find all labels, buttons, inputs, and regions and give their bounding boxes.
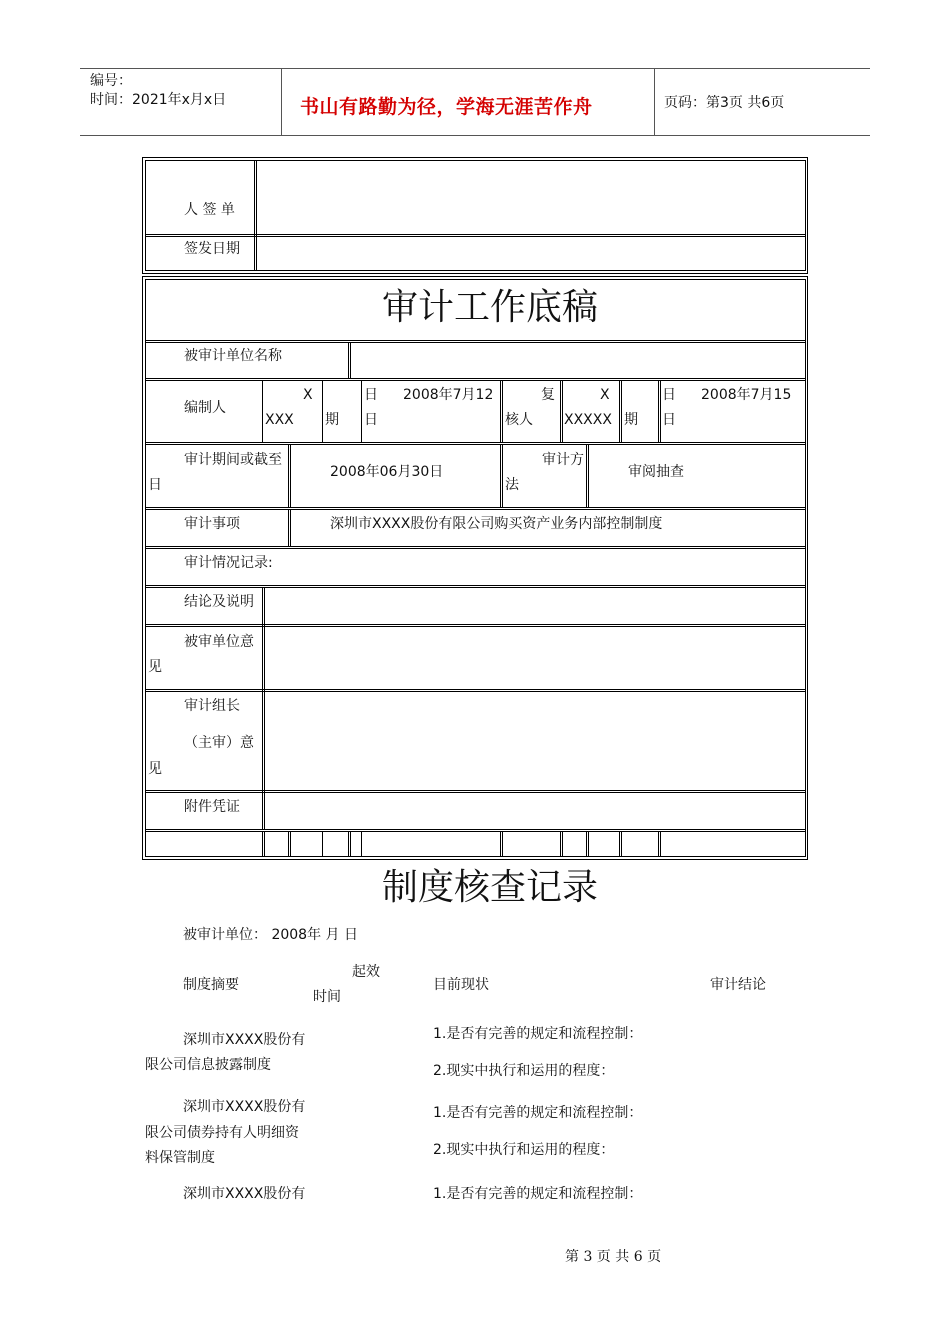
- preparer-x: X: [303, 387, 313, 403]
- col-conclusion-header: 审计结论: [710, 977, 766, 993]
- status-question-2: 2.现实中执行和运用的程度：: [433, 1142, 615, 1158]
- reviewer-x: X: [600, 387, 610, 403]
- audit-item-label: 审计事项: [184, 516, 240, 532]
- system-name: 深圳市XXXX股份有: [183, 1186, 306, 1202]
- audit-period-label-2: 日: [148, 477, 162, 493]
- audit-period-label: 审计期间或截至: [184, 452, 282, 468]
- system-name: 深圳市XXXX股份有: [183, 1099, 306, 1115]
- leader-opinion-label: 审计组长: [184, 698, 240, 714]
- prep-date-qi: 期: [325, 412, 339, 428]
- system-name-line-2: 限公司债券持有人明细资: [145, 1125, 299, 1141]
- reviewer-label: 核人: [505, 412, 533, 428]
- header-motto: 书山有路勤为径，学海无涯苦作舟: [300, 96, 593, 118]
- preparer-name: XXX: [265, 412, 294, 428]
- auditee-name-label: 被审计单位名称: [184, 348, 282, 364]
- system-name-line-3: 料保管制度: [145, 1150, 215, 1166]
- review-date-qi: 期: [624, 412, 638, 428]
- review-date: 2008年7月15: [701, 387, 792, 403]
- prep-date-ri-label: 日: [364, 387, 378, 403]
- status-question-2: 2.现实中执行和运用的程度：: [433, 1063, 615, 1079]
- working-paper-title: 审计工作底稿: [382, 287, 599, 328]
- issue-date-label: 签发日期: [184, 241, 240, 257]
- audit-item-value: 深圳市XXXX股份有限公司购买资产业务内部控制制度: [330, 516, 663, 532]
- page-footer: 第 3 页 共 6 页: [565, 1249, 662, 1265]
- review-date-ri: 日: [662, 412, 676, 428]
- system-name: 深圳市XXXX股份有: [183, 1032, 306, 1048]
- audit-method-value: 审阅抽查: [628, 464, 684, 480]
- signer-label: 人 签 单: [184, 202, 235, 218]
- col-summary-header: 制度摘要: [183, 977, 239, 993]
- auditee-opinion-label-2: 见: [148, 659, 162, 675]
- system-name-line-2: 限公司信息披露制度: [145, 1057, 271, 1073]
- system-check-title: 制度核查记录: [382, 867, 599, 908]
- reviewer-fu: 复: [541, 387, 555, 403]
- auditee-opinion-label: 被审单位意: [184, 634, 254, 650]
- reviewer-name: XXXXX: [564, 412, 612, 428]
- prep-date-ri: 日: [364, 412, 378, 428]
- col-effective-header-2: 时间: [313, 989, 341, 1005]
- auditee-date-line: 被审计单位： 2008年 月 日: [183, 927, 358, 943]
- document-number-label: 编号：: [90, 73, 132, 89]
- preparer-label: 编制人: [184, 400, 226, 416]
- status-question-1: 1.是否有完善的规定和流程控制：: [433, 1026, 643, 1042]
- document-time: 时间：2021年x月x日: [90, 92, 227, 108]
- col-status-header: 目前现状: [433, 977, 489, 993]
- conclusion-label: 结论及说明: [184, 594, 254, 610]
- audit-period-value: 2008年06月30日: [330, 464, 444, 480]
- audit-method-label-2: 法: [505, 477, 519, 493]
- audit-record-label: 审计情况记录:: [184, 555, 273, 571]
- col-effective-header: 起效: [352, 964, 380, 980]
- leader-opinion-label-3: 见: [148, 761, 162, 777]
- status-question-1: 1.是否有完善的规定和流程控制：: [433, 1186, 643, 1202]
- leader-opinion-label-2: （主审）意: [184, 735, 254, 751]
- attachment-label: 附件凭证: [184, 799, 240, 815]
- prep-date: 2008年7月12: [403, 387, 494, 403]
- status-question-1: 1.是否有完善的规定和流程控制：: [433, 1105, 643, 1121]
- review-date-ri-label: 日: [662, 387, 676, 403]
- page-info: 页码：第3页 共6页: [664, 95, 785, 111]
- audit-method-label: 审计方: [542, 452, 584, 468]
